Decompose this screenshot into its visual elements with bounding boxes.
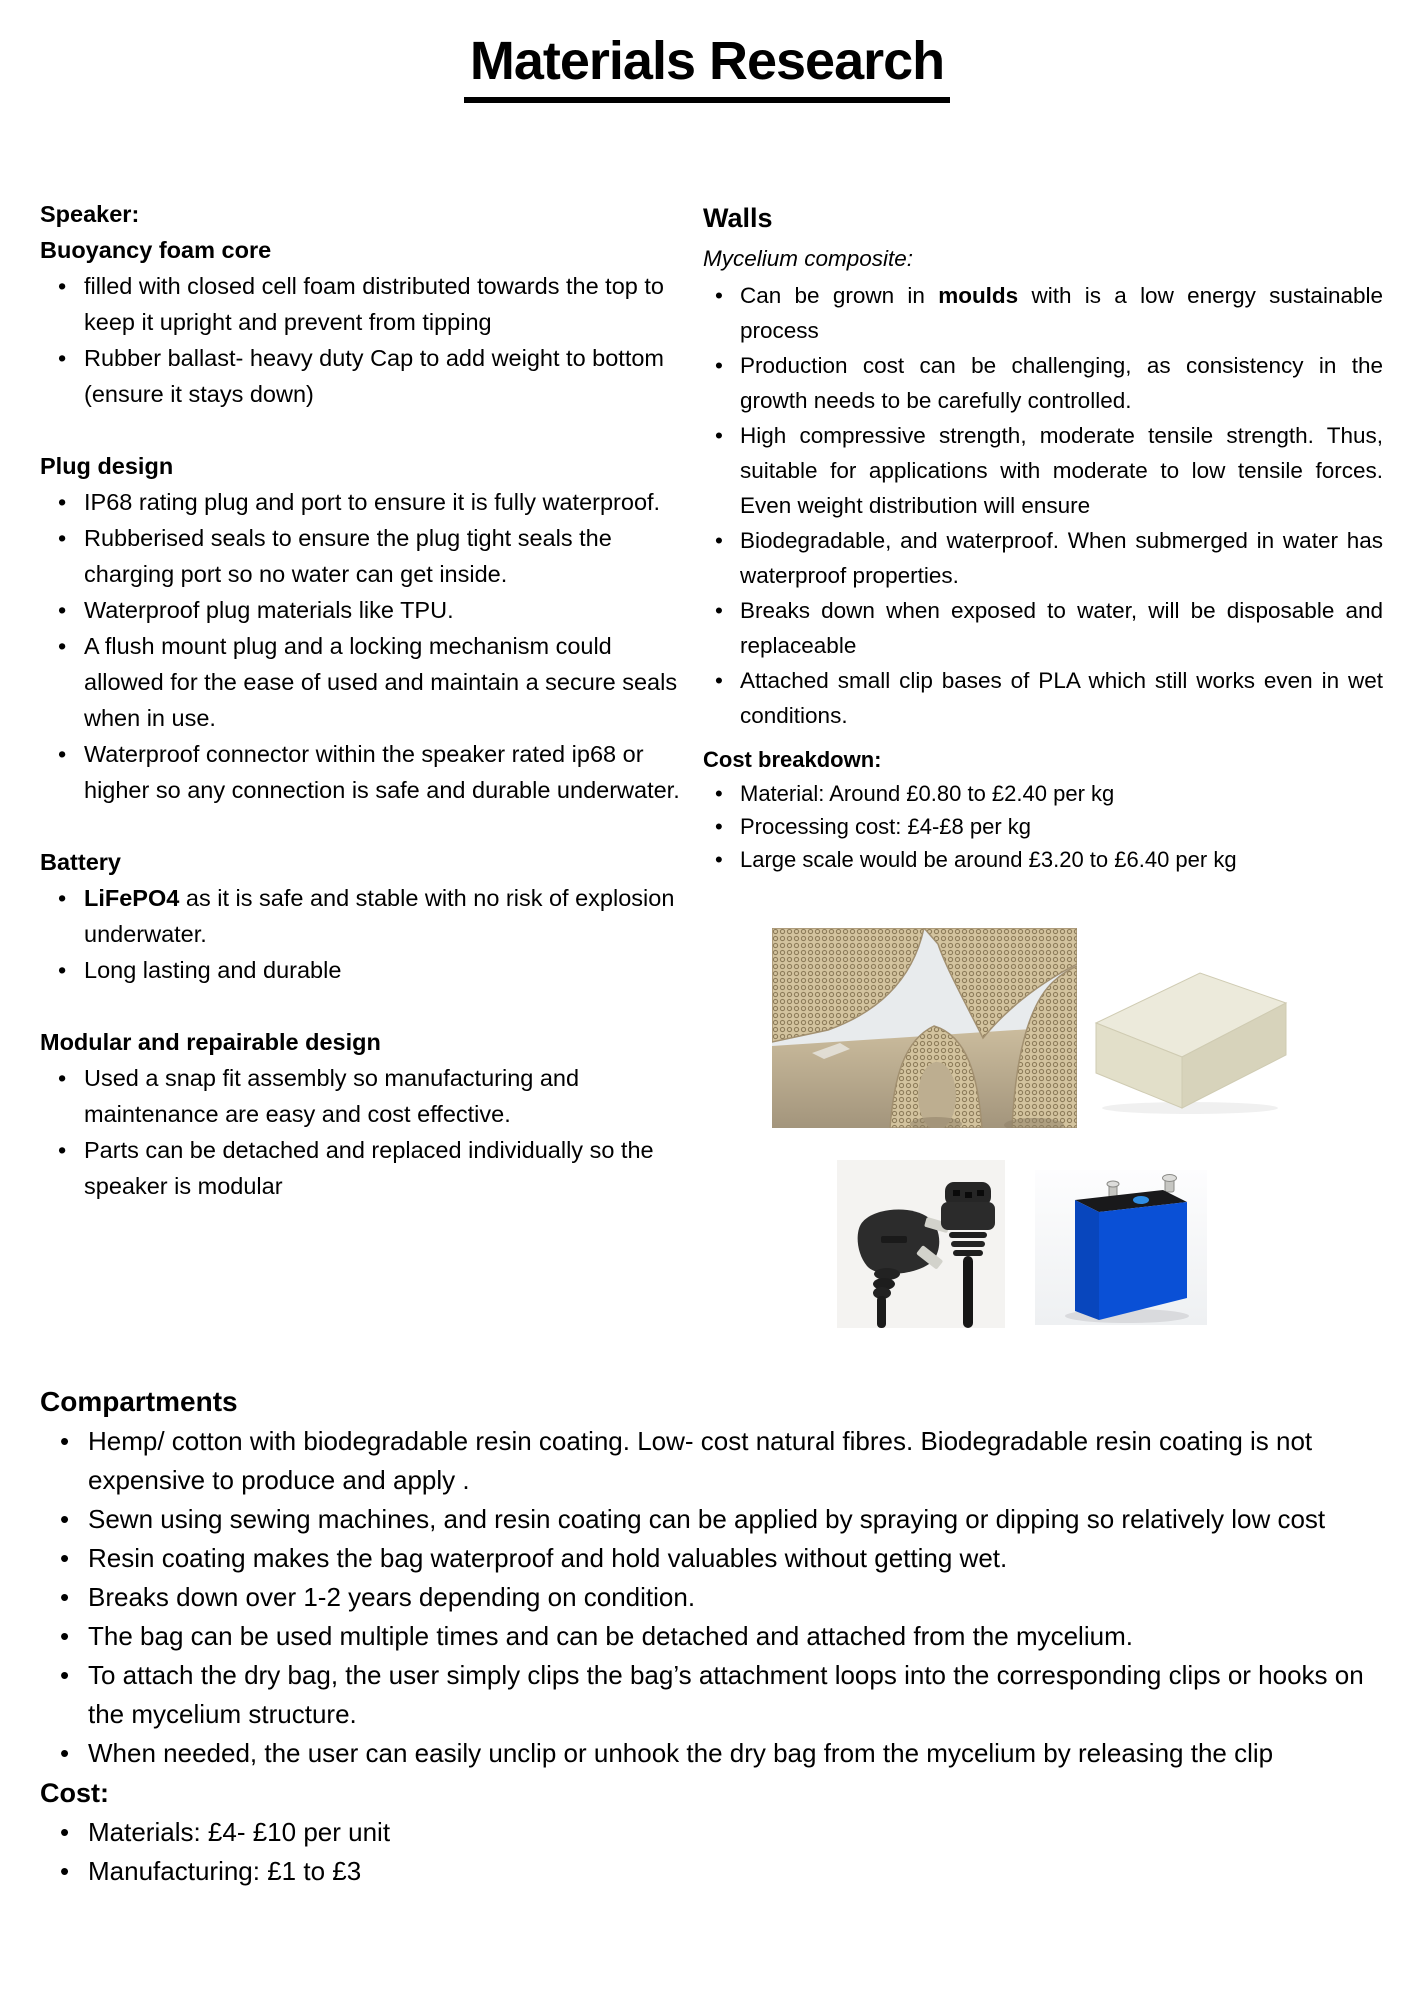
modular-heading: Modular and repairable design [40, 1029, 381, 1055]
foam-block-photo [1082, 945, 1300, 1117]
title-wrap [0, 30, 1414, 103]
bullet-item: • Waterproof connector within the speaker rated ip68 or higher so any connection is safe and durable underwater. [40, 736, 688, 808]
modular-list [40, 1060, 688, 1204]
bullet-item: • Production cost can be challenging, as consistency in the growth needs to be carefully controlled. [703, 348, 1383, 418]
buoyancy-list [40, 268, 688, 412]
walls-subheading: Mycelium composite: [703, 246, 914, 271]
bullet-item: • Material: Around £0.80 to £2.40 per kg [703, 777, 1383, 810]
bullet-item: • Hemp/ cotton with biodegradable resin coating. Low- cost natural fibres. Biodegradable resin coating is not expensive to produce and apply . [40, 1422, 1370, 1500]
bullet-item: • The bag can be used multiple times and can be detached and attached from the mycelium. [40, 1617, 1370, 1656]
mycelium-illustration [772, 928, 1077, 1128]
buoyancy-heading: Buoyancy foam core [40, 237, 272, 263]
plug-design-list [40, 484, 688, 808]
bullet-item: • Processing cost: £4-£8 per kg [703, 810, 1383, 843]
bullet-item: • Sewn using sewing machines, and resin coating can be applied by spraying or dipping so relatively low cost [40, 1500, 1370, 1539]
bullet-item: • Breaks down when exposed to water, will be disposable and replaceable [703, 593, 1383, 663]
mycelium-photo [772, 928, 1077, 1128]
page-title: Materials Research [464, 30, 950, 103]
cost-list [40, 1813, 1370, 1891]
bullet-item: • To attach the dry bag, the user simply clips the bag’s attachment loops into the corresponding clips or hooks on the mycelium structure. [40, 1656, 1370, 1734]
compartments-heading: Compartments [40, 1386, 238, 1417]
bullet-item [40, 880, 688, 952]
walls-bold-term: moulds [938, 283, 1019, 308]
bullet-item: • A flush mount plug and a locking mechanism could allowed for the ease of used and maintain a secure seals when in use. [40, 628, 688, 736]
bullet-item: • Attached small clip bases of PLA which still works even in wet conditions. [703, 663, 1383, 733]
uk-plug-photo [837, 1160, 1005, 1328]
bullet-item: • Waterproof plug materials like TPU. [40, 592, 688, 628]
bottom-section [40, 1382, 1370, 1891]
bullet-item: • Large scale would be around £3.20 to £6.40 per kg [703, 843, 1383, 876]
uk-plug-illustration [837, 1160, 1005, 1328]
bullet-item: • High compressive strength, moderate tensile strength. Thus, suitable for applications with moderate to low tensile forces. Even weight distribution will ensure [703, 418, 1383, 523]
bullet-item: • When needed, the user can easily unclip or unhook the dry bag from the mycelium by releasing the clip [40, 1734, 1370, 1773]
battery-cell-photo [1035, 1170, 1207, 1325]
battery-heading: Battery [40, 849, 121, 875]
bullet-item: • Materials: £4- £10 per unit [40, 1813, 1370, 1852]
left-column [40, 196, 688, 1204]
walls-heading: Walls [703, 203, 773, 233]
right-column [703, 196, 1383, 876]
compartments-list [40, 1422, 1370, 1773]
bullet-item: • Breaks down over 1-2 years depending on condition. [40, 1578, 1370, 1617]
bullet-item [703, 278, 1383, 348]
walls-post-text: with is a low energy sustainable process [740, 283, 1383, 343]
cost-breakdown-list [703, 777, 1383, 876]
bullet-item: • filled with closed cell foam distributed towards the top to keep it upright and prevent from tipping [40, 268, 688, 340]
bullet-item: • IP68 rating plug and port to ensure it is fully waterproof. [40, 484, 688, 520]
battery-bold-term: LiFePO4 [84, 885, 180, 911]
bullet-item: • Parts can be detached and replaced individually so the speaker is modular [40, 1132, 688, 1204]
speaker-heading: Speaker: [40, 201, 140, 227]
bullet-item: • Manufacturing: £1 to £3 [40, 1852, 1370, 1891]
battery-cell-illustration [1035, 1170, 1207, 1325]
bullet-item: • Long lasting and durable [40, 952, 688, 988]
walls-list [703, 278, 1383, 733]
battery-list [40, 880, 688, 988]
bullet-item: • Used a snap fit assembly so manufacturing and maintenance are easy and cost effective. [40, 1060, 688, 1132]
bullet-item: • Resin coating makes the bag waterproof and hold valuables without getting wet. [40, 1539, 1370, 1578]
bullet-item: • Biodegradable, and waterproof. When submerged in water has waterproof properties. [703, 523, 1383, 593]
bullet-item: • Rubberised seals to ensure the plug tight seals the charging port so no water can get inside. [40, 520, 688, 592]
battery-rest-text: as it is safe and stable with no risk of explosion underwater. [84, 885, 675, 947]
plug-design-heading: Plug design [40, 453, 174, 479]
cost-heading: Cost: [40, 1778, 109, 1808]
cost-breakdown-heading: Cost breakdown: [703, 747, 882, 772]
walls-pre-text: Can be grown in [740, 283, 939, 308]
foam-block-illustration [1082, 945, 1300, 1117]
bullet-item: • Rubber ballast- heavy duty Cap to add weight to bottom (ensure it stays down) [40, 340, 688, 412]
